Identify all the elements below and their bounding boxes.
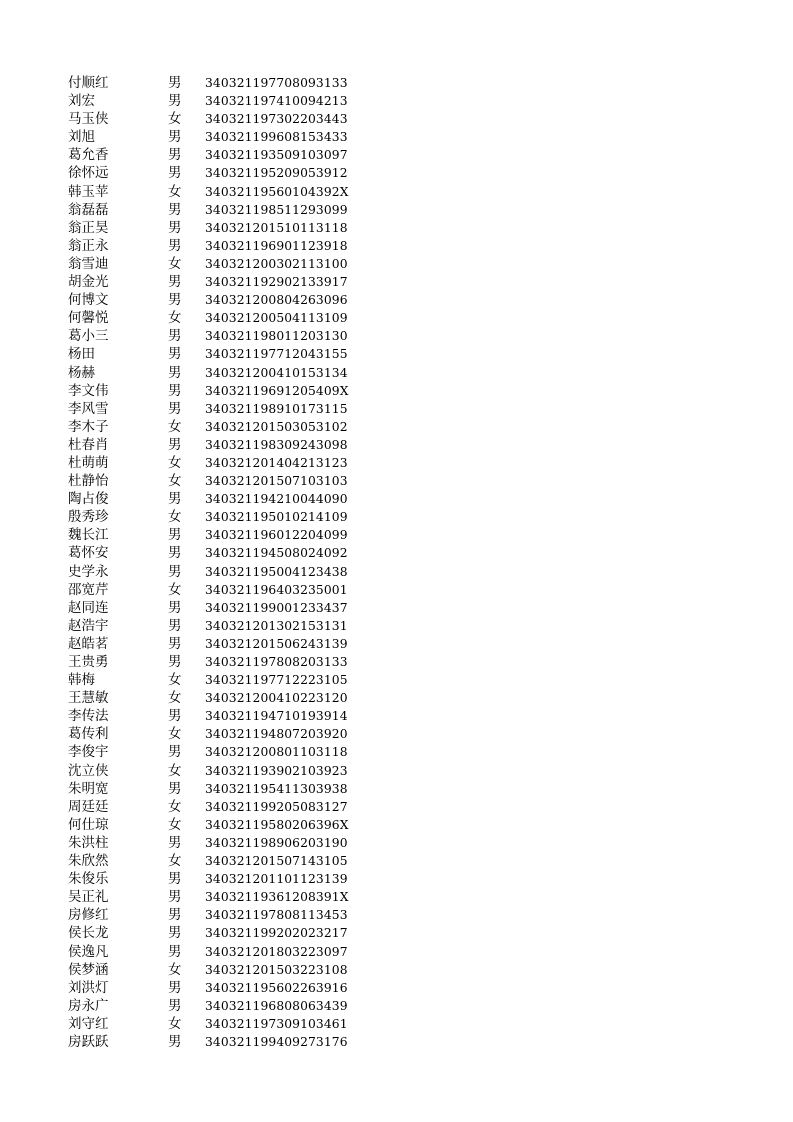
table-row bbox=[68, 345, 368, 363]
name-cell: 朱欣然 bbox=[68, 853, 109, 870]
name-cell: 房跃跃 bbox=[68, 1033, 109, 1050]
name-cell: 李风雪 bbox=[68, 400, 109, 417]
name-cell: 翁雪迪 bbox=[68, 255, 109, 272]
name-cell: 杜春肖 bbox=[68, 436, 109, 453]
name-cell: 李传法 bbox=[68, 708, 109, 725]
table-row bbox=[68, 961, 368, 979]
table-row bbox=[68, 400, 368, 418]
gender-cell: 男 bbox=[168, 563, 182, 580]
gender-cell: 男 bbox=[168, 129, 182, 146]
gender-cell: 男 bbox=[168, 997, 182, 1014]
name-cell: 葛怀安 bbox=[68, 545, 109, 562]
table-row bbox=[68, 364, 368, 382]
gender-cell: 男 bbox=[168, 780, 182, 797]
gender-cell: 男 bbox=[168, 889, 182, 906]
name-cell: 周廷廷 bbox=[68, 798, 109, 815]
id-number-cell: 340321198910173115 bbox=[205, 401, 348, 416]
gender-cell: 男 bbox=[168, 400, 182, 417]
gender-cell: 女 bbox=[168, 454, 182, 471]
gender-cell: 男 bbox=[168, 201, 182, 218]
id-number-cell: 340321199202023217 bbox=[205, 926, 348, 941]
table-row bbox=[68, 834, 368, 852]
id-number-cell: 340321196403235001 bbox=[205, 582, 348, 597]
gender-cell: 男 bbox=[168, 871, 182, 888]
name-cell: 李木子 bbox=[68, 418, 109, 435]
name-cell: 何馨悦 bbox=[68, 310, 109, 327]
table-row bbox=[68, 544, 368, 562]
table-row bbox=[68, 183, 368, 201]
gender-cell: 女 bbox=[168, 581, 182, 598]
name-cell: 杨田 bbox=[68, 346, 95, 363]
gender-cell: 男 bbox=[168, 165, 182, 182]
id-number-cell: 340321200410223120 bbox=[205, 691, 348, 706]
gender-cell: 女 bbox=[168, 816, 182, 833]
id-number-cell: 340321197808203133 bbox=[205, 655, 348, 669]
id-number-cell: 340321199205083127 bbox=[205, 799, 348, 814]
name-cell: 刘洪灯 bbox=[68, 979, 109, 996]
table-row bbox=[68, 1033, 368, 1051]
name-cell: 朱明宽 bbox=[68, 780, 109, 797]
id-number-cell: 340321197309103461 bbox=[205, 1016, 348, 1031]
id-number-cell: 340321196808063439 bbox=[205, 998, 348, 1013]
table-row bbox=[68, 219, 368, 237]
id-number-cell: 340321199001233437 bbox=[205, 600, 348, 615]
name-cell: 赵同连 bbox=[68, 599, 109, 616]
table-row bbox=[68, 436, 368, 454]
gender-cell: 男 bbox=[168, 1033, 182, 1050]
id-number-cell: 340321192902133917 bbox=[205, 275, 348, 290]
name-cell: 朱洪柱 bbox=[68, 834, 109, 851]
table-row bbox=[68, 635, 368, 653]
name-cell: 徐怀远 bbox=[68, 165, 109, 182]
gender-cell: 男 bbox=[168, 147, 182, 164]
id-number-cell: 340321195209053912 bbox=[205, 166, 348, 181]
gender-cell: 男 bbox=[168, 274, 182, 291]
name-cell: 何博文 bbox=[68, 292, 109, 309]
id-number-cell: 340321201507143105 bbox=[205, 854, 348, 869]
id-number-cell: 340321200302113100 bbox=[205, 256, 348, 271]
name-cell: 赵皓茗 bbox=[68, 635, 109, 652]
id-number-cell: 34032119560104392X bbox=[205, 184, 349, 199]
table-row bbox=[68, 454, 368, 472]
name-cell: 翁磊磊 bbox=[68, 201, 109, 218]
name-cell: 杨赫 bbox=[68, 364, 95, 381]
gender-cell: 男 bbox=[168, 834, 182, 851]
gender-cell: 男 bbox=[168, 943, 182, 960]
name-cell: 葛允香 bbox=[68, 147, 109, 164]
id-number-cell: 340321200504113109 bbox=[205, 311, 348, 326]
table-row bbox=[68, 472, 368, 490]
id-number-cell: 340321200410153134 bbox=[205, 365, 348, 380]
gender-cell: 女 bbox=[168, 798, 182, 815]
id-number-cell: 340321194807203920 bbox=[205, 727, 348, 742]
gender-cell: 男 bbox=[168, 93, 182, 110]
id-number-cell: 340321197302203443 bbox=[205, 112, 348, 127]
id-number-cell: 340321197410094213 bbox=[205, 94, 348, 109]
gender-cell: 男 bbox=[168, 75, 182, 91]
table-row bbox=[68, 255, 368, 273]
id-number-cell: 340321193902103923 bbox=[205, 763, 348, 778]
name-cell: 杜静怡 bbox=[68, 473, 109, 490]
table-row bbox=[68, 237, 368, 255]
id-number-cell: 340321194210044090 bbox=[205, 492, 348, 507]
id-number-cell: 340321198511293099 bbox=[205, 202, 348, 217]
gender-cell: 女 bbox=[168, 255, 182, 272]
name-cell: 葛小三 bbox=[68, 328, 109, 345]
id-number-cell: 340321201503053102 bbox=[205, 419, 348, 434]
name-cell: 邵宽芹 bbox=[68, 581, 109, 598]
table-row bbox=[68, 418, 368, 436]
table-row bbox=[68, 617, 368, 635]
gender-cell: 男 bbox=[168, 364, 182, 381]
table-row bbox=[68, 1015, 368, 1033]
name-cell: 韩梅 bbox=[68, 672, 95, 689]
name-cell: 侯逸凡 bbox=[68, 943, 109, 960]
table-row bbox=[68, 997, 368, 1015]
gender-cell: 男 bbox=[168, 237, 182, 254]
gender-cell: 女 bbox=[168, 509, 182, 526]
gender-cell: 男 bbox=[168, 346, 182, 363]
table-row bbox=[68, 201, 368, 219]
name-cell: 刘旭 bbox=[68, 129, 95, 146]
id-number-cell: 340321195010214109 bbox=[205, 510, 348, 525]
table-row bbox=[68, 74, 368, 92]
gender-cell: 男 bbox=[168, 635, 182, 652]
id-number-cell: 340321198906203190 bbox=[205, 835, 348, 850]
name-cell: 房永广 bbox=[68, 997, 109, 1014]
name-cell: 吴正礼 bbox=[68, 889, 109, 906]
table-row bbox=[68, 707, 368, 725]
gender-cell: 男 bbox=[168, 907, 182, 924]
id-number-cell: 340321201803223097 bbox=[205, 944, 348, 959]
id-number-cell: 340321199409273176 bbox=[205, 1034, 348, 1049]
table-row bbox=[68, 526, 368, 544]
gender-cell: 女 bbox=[168, 183, 182, 200]
table-row bbox=[68, 816, 368, 834]
name-cell: 沈立侠 bbox=[68, 762, 109, 779]
id-number-cell: 34032119691205409X bbox=[205, 383, 349, 398]
id-number-cell: 340321197808113453 bbox=[205, 908, 348, 923]
table-row bbox=[68, 291, 368, 309]
gender-cell: 女 bbox=[168, 690, 182, 707]
gender-cell: 女 bbox=[168, 1015, 182, 1032]
table-row bbox=[68, 599, 368, 617]
name-cell: 付顺红 bbox=[68, 75, 109, 91]
name-cell: 杜萌萌 bbox=[68, 454, 109, 471]
table-row bbox=[68, 924, 368, 942]
table-row bbox=[68, 943, 368, 961]
gender-cell: 男 bbox=[168, 328, 182, 345]
id-number-cell: 340321196901123918 bbox=[205, 238, 348, 253]
id-number-cell: 34032119580206396X bbox=[205, 817, 349, 832]
name-cell: 陶占俊 bbox=[68, 491, 109, 508]
table-row bbox=[68, 798, 368, 816]
name-cell: 魏长江 bbox=[68, 527, 109, 544]
gender-cell: 男 bbox=[168, 491, 182, 508]
id-number-cell: 340321199608153433 bbox=[205, 130, 348, 145]
gender-cell: 女 bbox=[168, 310, 182, 327]
gender-cell: 女 bbox=[168, 726, 182, 743]
name-cell: 胡金光 bbox=[68, 274, 109, 291]
gender-cell: 女 bbox=[168, 853, 182, 870]
name-cell: 朱俊乐 bbox=[68, 871, 109, 888]
table-row bbox=[68, 689, 368, 707]
table-row bbox=[68, 743, 368, 761]
id-number-cell: 340321193509103097 bbox=[205, 148, 348, 163]
name-cell: 史学永 bbox=[68, 563, 109, 580]
gender-cell: 男 bbox=[168, 382, 182, 399]
id-number-cell: 340321201506243139 bbox=[205, 636, 348, 651]
id-number-cell: 340321201101123139 bbox=[205, 872, 348, 887]
name-cell: 李俊宇 bbox=[68, 744, 109, 761]
name-cell: 殷秀珍 bbox=[68, 509, 109, 526]
roster-table bbox=[68, 74, 368, 1051]
name-cell: 王慧敏 bbox=[68, 690, 109, 707]
name-cell: 刘守红 bbox=[68, 1015, 109, 1032]
gender-cell: 男 bbox=[168, 219, 182, 236]
id-number-cell: 34032119361208391X bbox=[205, 890, 349, 905]
table-row bbox=[68, 762, 368, 780]
gender-cell: 男 bbox=[168, 527, 182, 544]
gender-cell: 女 bbox=[168, 961, 182, 978]
name-cell: 翁正永 bbox=[68, 237, 109, 254]
table-row bbox=[68, 146, 368, 164]
gender-cell: 男 bbox=[168, 925, 182, 942]
table-row bbox=[68, 653, 368, 671]
gender-cell: 男 bbox=[168, 979, 182, 996]
id-number-cell: 340321196012204099 bbox=[205, 528, 348, 543]
gender-cell: 女 bbox=[168, 672, 182, 689]
gender-cell: 男 bbox=[168, 292, 182, 309]
table-row bbox=[68, 327, 368, 345]
id-number-cell: 340321195602263916 bbox=[205, 980, 348, 995]
name-cell: 刘宏 bbox=[68, 93, 95, 110]
id-number-cell: 340321195004123438 bbox=[205, 564, 348, 579]
table-row bbox=[68, 110, 368, 128]
gender-cell: 男 bbox=[168, 599, 182, 616]
id-number-cell: 340321197708093133 bbox=[205, 76, 348, 90]
name-cell: 韩玉苹 bbox=[68, 183, 109, 200]
gender-cell: 女 bbox=[168, 762, 182, 779]
name-cell: 马玉侠 bbox=[68, 111, 109, 128]
id-number-cell: 340321198011203130 bbox=[205, 329, 348, 344]
name-cell: 赵浩宇 bbox=[68, 617, 109, 634]
table-row bbox=[68, 979, 368, 997]
table-row bbox=[68, 581, 368, 599]
id-number-cell: 340321197712223105 bbox=[205, 673, 348, 688]
gender-cell: 女 bbox=[168, 418, 182, 435]
id-number-cell: 340321201503223108 bbox=[205, 962, 348, 977]
gender-cell: 男 bbox=[168, 545, 182, 562]
id-number-cell: 340321194508024092 bbox=[205, 546, 348, 561]
table-row bbox=[68, 888, 368, 906]
table-row bbox=[68, 870, 368, 888]
id-number-cell: 340321195411303938 bbox=[205, 781, 348, 796]
table-row bbox=[68, 906, 368, 924]
table-row bbox=[68, 490, 368, 508]
id-number-cell: 340321197712043155 bbox=[205, 347, 348, 362]
name-cell: 侯梦涵 bbox=[68, 961, 109, 978]
table-row bbox=[68, 780, 368, 798]
gender-cell: 女 bbox=[168, 473, 182, 490]
name-cell: 李文伟 bbox=[68, 382, 109, 399]
table-row bbox=[68, 852, 368, 870]
gender-cell: 女 bbox=[168, 111, 182, 128]
id-number-cell: 340321200804263096 bbox=[205, 293, 348, 308]
id-number-cell: 340321198309243098 bbox=[205, 437, 348, 452]
name-cell: 王贵勇 bbox=[68, 654, 109, 670]
table-row bbox=[68, 563, 368, 581]
id-number-cell: 340321201507103103 bbox=[205, 474, 348, 489]
table-row bbox=[68, 309, 368, 327]
table-row bbox=[68, 128, 368, 146]
name-cell: 翁正昊 bbox=[68, 219, 109, 236]
table-row bbox=[68, 92, 368, 110]
name-cell: 葛传利 bbox=[68, 726, 109, 743]
gender-cell: 男 bbox=[168, 708, 182, 725]
id-number-cell: 340321201404213123 bbox=[205, 455, 348, 470]
table-row bbox=[68, 273, 368, 291]
name-cell: 何仕琼 bbox=[68, 816, 109, 833]
name-cell: 侯长龙 bbox=[68, 925, 109, 942]
table-row bbox=[68, 164, 368, 182]
id-number-cell: 340321200801103118 bbox=[205, 745, 348, 760]
id-number-cell: 340321201510113118 bbox=[205, 220, 348, 235]
table-row bbox=[68, 382, 368, 400]
gender-cell: 男 bbox=[168, 654, 182, 670]
gender-cell: 男 bbox=[168, 744, 182, 761]
id-number-cell: 340321201302153131 bbox=[205, 618, 348, 633]
name-cell: 房修红 bbox=[68, 907, 109, 924]
table-row bbox=[68, 508, 368, 526]
gender-cell: 男 bbox=[168, 617, 182, 634]
id-number-cell: 340321194710193914 bbox=[205, 709, 348, 724]
table-row bbox=[68, 725, 368, 743]
table-row bbox=[68, 671, 368, 689]
gender-cell: 男 bbox=[168, 436, 182, 453]
